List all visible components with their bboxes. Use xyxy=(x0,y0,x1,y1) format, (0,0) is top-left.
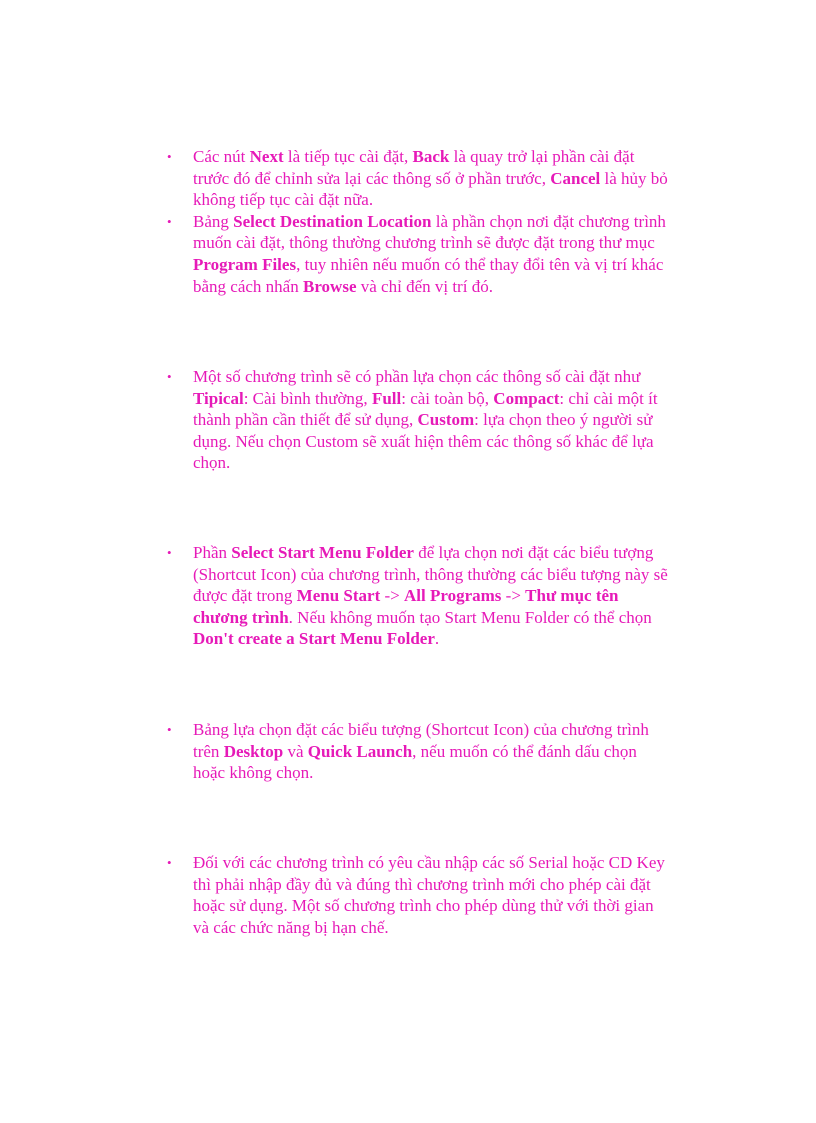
text: và chỉ đến vị trí đó. xyxy=(356,276,493,296)
text: Một số chương trình sẽ có phần lựa chọn các thông số cài đặt như xyxy=(193,367,641,386)
text: , nếu muốn có thể đánh dấu chọn hoặc không chọn. xyxy=(193,741,637,783)
text: và xyxy=(283,741,308,761)
text: để lựa chọn nơi đặt các biểu tượng (Shortcut Icon) của chương trình, thông thường các biểu tượng này sẽ được đặt trong xyxy=(193,543,668,606)
bold-term-select-start-menu: Select Start Menu Folder xyxy=(231,543,414,562)
bullet-list-5 xyxy=(0,852,816,938)
list-item-buttons xyxy=(0,146,673,211)
bullet-list-1 xyxy=(0,146,816,297)
bullet-list-2 xyxy=(0,366,816,474)
text: . xyxy=(434,629,440,649)
bullet-icon: • xyxy=(167,213,172,229)
bold-term-quick-launch: Quick Launch xyxy=(307,741,413,761)
text: Bảng lựa chọn đặt các biểu tượng (Shortcut Icon) của chương trình trên xyxy=(193,720,649,761)
text: là tiếp tục cài đặt, xyxy=(283,147,413,166)
text: Phần xyxy=(193,543,232,562)
bold-term-all-programs: All Programs xyxy=(403,586,502,606)
bold-term-menu-start: Menu Start xyxy=(296,586,381,606)
bold-term-full: Full xyxy=(371,388,402,408)
bold-term-next: Next xyxy=(249,147,284,166)
text: là quay trở lại phần cài đặt trước đó để chỉnh sửa lại các thông số ở phần trước, xyxy=(193,147,635,188)
bold-term-back: Back xyxy=(412,147,450,166)
text: Các nút xyxy=(193,147,250,166)
text: Bảng xyxy=(193,211,234,231)
bullet-icon: • xyxy=(167,722,172,737)
text: : lựa chọn theo ý người sử dụng. Nếu chọn Custom sẽ xuất hiện thêm các thông số khác để lựa chọn. xyxy=(193,410,654,473)
bold-term-cancel: Cancel xyxy=(550,168,601,188)
bold-term-custom: Custom xyxy=(417,410,475,430)
bold-term-browse: Browse xyxy=(302,276,357,296)
text: . Nếu không muốn tạo Start Menu Folder có thể chọn xyxy=(288,607,652,627)
bullet-icon: • xyxy=(167,855,172,870)
bullet-list-3 xyxy=(0,542,816,650)
list-item-serial xyxy=(0,852,673,938)
bold-term-program-files: Program Files xyxy=(193,254,297,274)
text: : cài toàn bộ, xyxy=(401,388,494,408)
text: , tuy nhiên nếu muốn có thể thay đổi tên và vị trí khác bằng cách nhấn xyxy=(193,254,664,296)
text: -> xyxy=(501,586,526,606)
bullet-list-4 xyxy=(0,719,816,784)
text: : Cài bình thường, xyxy=(243,388,372,408)
text: : chỉ cài một ít thành phần cần thiết để sử dụng, xyxy=(193,388,658,430)
bold-term-dont-create: Don't create a Start Menu Folder xyxy=(193,629,435,649)
bullet-icon: • xyxy=(167,545,172,560)
text: -> xyxy=(380,586,404,606)
bold-term-desktop: Desktop xyxy=(223,741,284,761)
bold-term-tipical: Tipical xyxy=(193,388,244,408)
text: là phần chọn nơi đặt chương trình muốn cài đặt, thông thường chương trình sẽ được đặt trong thư mục xyxy=(193,211,666,253)
list-item-destination xyxy=(0,211,673,297)
bold-term-compact: Compact xyxy=(493,388,560,408)
bullet-icon: • xyxy=(167,369,172,384)
bold-term-select-destination: Select Destination Location xyxy=(233,211,432,231)
text: Đối với các chương trình có yêu cầu nhập các số Serial hoặc CD Key thì phải nhập đầy đủ và đúng thì chương trình mới cho phép cài đặt hoặc sử dụng. Một số chương trình cho phép dùng thử với thời gian và các chức năng bị hạn chế. xyxy=(193,853,665,937)
bold-term-program-folder: Thư mục tên chương trình xyxy=(193,586,619,627)
text: là hủy bỏ không tiếp tục cài đặt nữa. xyxy=(193,168,668,210)
list-item-shortcuts xyxy=(0,719,673,784)
bullet-icon: • xyxy=(167,149,172,164)
list-item-start-menu xyxy=(0,542,673,650)
list-item-setup-type xyxy=(0,366,673,474)
